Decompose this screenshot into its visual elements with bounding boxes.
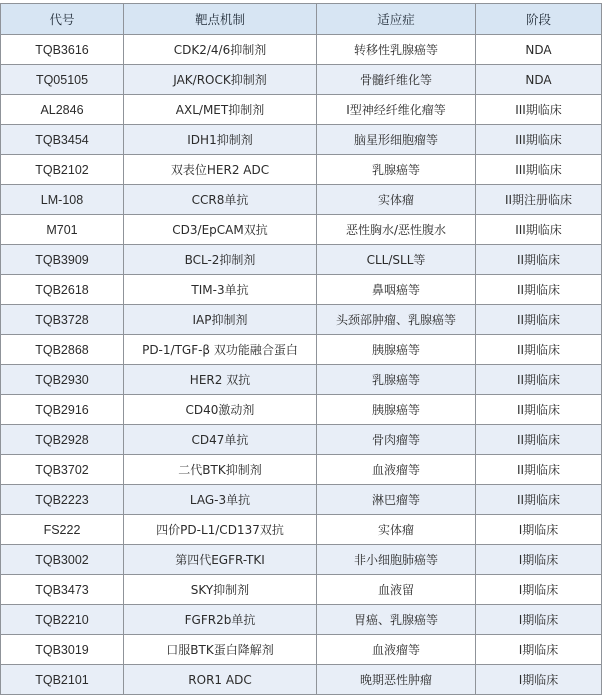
drug-pipeline-table <box>0 3 602 695</box>
cell-stage: I期临床 <box>476 545 602 575</box>
cell-code: TQB3909 <box>1 245 124 275</box>
cell-indication: 鼻咽癌等 <box>317 275 476 305</box>
cell-stage: II期临床 <box>476 365 602 395</box>
cell-stage: II期临床 <box>476 335 602 365</box>
cell-indication: 骨肉瘤等 <box>317 425 476 455</box>
cell-stage: I期临床 <box>476 635 602 665</box>
table-row <box>1 335 602 365</box>
cell-stage: II期临床 <box>476 305 602 335</box>
cell-target-mechanism: IDH1抑制剂 <box>124 125 317 155</box>
cell-target-mechanism: CCR8单抗 <box>124 185 317 215</box>
cell-target-mechanism: 二代BTK抑制剂 <box>124 455 317 485</box>
table-row <box>1 185 602 215</box>
header-row <box>1 4 602 35</box>
cell-target-mechanism: CD3/EpCAM双抗 <box>124 215 317 245</box>
cell-stage: NDA <box>476 35 602 65</box>
cell-target-mechanism: BCL-2抑制剂 <box>124 245 317 275</box>
header-stage: 阶段 <box>476 4 602 35</box>
cell-indication: CLL/SLL等 <box>317 245 476 275</box>
cell-code: TQB2223 <box>1 485 124 515</box>
cell-indication: 乳腺癌等 <box>317 365 476 395</box>
cell-indication: 晚期恶性肿瘤 <box>317 665 476 695</box>
cell-target-mechanism: LAG-3单抗 <box>124 485 317 515</box>
cell-indication: I型神经纤维化瘤等 <box>317 95 476 125</box>
cell-code: TQB2928 <box>1 425 124 455</box>
cell-indication: 转移性乳腺癌等 <box>317 35 476 65</box>
cell-code: FS222 <box>1 515 124 545</box>
cell-target-mechanism: AXL/MET抑制剂 <box>124 95 317 125</box>
cell-indication: 头颈部肿瘤、乳腺癌等 <box>317 305 476 335</box>
table-row <box>1 575 602 605</box>
table-row <box>1 95 602 125</box>
cell-target-mechanism: SKY抑制剂 <box>124 575 317 605</box>
cell-target-mechanism: PD-1/TGF-β 双功能融合蛋白 <box>124 335 317 365</box>
cell-stage: NDA <box>476 65 602 95</box>
table-row <box>1 155 602 185</box>
cell-stage: I期临床 <box>476 665 602 695</box>
cell-code: TQB2210 <box>1 605 124 635</box>
cell-target-mechanism: 口服BTK蛋白降解剂 <box>124 635 317 665</box>
table-body <box>1 35 602 695</box>
header-indication: 适应症 <box>317 4 476 35</box>
table-row <box>1 515 602 545</box>
cell-indication: 血液瘤等 <box>317 635 476 665</box>
cell-target-mechanism: 第四代EGFR-TKI <box>124 545 317 575</box>
cell-stage: II期临床 <box>476 245 602 275</box>
cell-code: LM-108 <box>1 185 124 215</box>
cell-target-mechanism: CDK2/4/6抑制剂 <box>124 35 317 65</box>
cell-indication: 实体瘤 <box>317 515 476 545</box>
cell-code: M701 <box>1 215 124 245</box>
table-row <box>1 305 602 335</box>
cell-target-mechanism: HER2 双抗 <box>124 365 317 395</box>
cell-code: AL2846 <box>1 95 124 125</box>
table-row <box>1 485 602 515</box>
cell-stage: II期临床 <box>476 485 602 515</box>
cell-indication: 胃癌、乳腺癌等 <box>317 605 476 635</box>
cell-target-mechanism: 四价PD-L1/CD137双抗 <box>124 515 317 545</box>
table-row <box>1 635 602 665</box>
cell-code: TQB2102 <box>1 155 124 185</box>
cell-code: TQB2618 <box>1 275 124 305</box>
cell-indication: 实体瘤 <box>317 185 476 215</box>
cell-code: TQB3616 <box>1 35 124 65</box>
cell-stage: II期临床 <box>476 275 602 305</box>
cell-target-mechanism: JAK/ROCK抑制剂 <box>124 65 317 95</box>
table-row <box>1 605 602 635</box>
table-row <box>1 35 602 65</box>
cell-stage: III期临床 <box>476 125 602 155</box>
cell-code: TQB2916 <box>1 395 124 425</box>
cell-code: TQB2101 <box>1 665 124 695</box>
cell-stage: III期临床 <box>476 155 602 185</box>
cell-indication: 恶性胸水/恶性腹水 <box>317 215 476 245</box>
table-row <box>1 425 602 455</box>
cell-code: TQB3473 <box>1 575 124 605</box>
table-row <box>1 545 602 575</box>
cell-code: TQB3454 <box>1 125 124 155</box>
cell-stage: I期临床 <box>476 575 602 605</box>
header-code: 代号 <box>1 4 124 35</box>
table-row <box>1 665 602 695</box>
table-header <box>1 4 602 35</box>
table-row <box>1 125 602 155</box>
cell-stage: II期临床 <box>476 425 602 455</box>
cell-target-mechanism: CD40激动剂 <box>124 395 317 425</box>
cell-indication: 血液瘤等 <box>317 455 476 485</box>
cell-code: TQ05105 <box>1 65 124 95</box>
cell-target-mechanism: IAP抑制剂 <box>124 305 317 335</box>
cell-code: TQB3002 <box>1 545 124 575</box>
cell-indication: 淋巴瘤等 <box>317 485 476 515</box>
cell-stage: I期临床 <box>476 515 602 545</box>
cell-indication: 血液留 <box>317 575 476 605</box>
cell-stage: II期临床 <box>476 455 602 485</box>
cell-indication: 脑星形细胞瘤等 <box>317 125 476 155</box>
cell-code: TQB3702 <box>1 455 124 485</box>
table-row <box>1 275 602 305</box>
cell-stage: I期临床 <box>476 605 602 635</box>
cell-stage: III期临床 <box>476 95 602 125</box>
table-row <box>1 245 602 275</box>
cell-indication: 胰腺癌等 <box>317 395 476 425</box>
cell-target-mechanism: FGFR2b单抗 <box>124 605 317 635</box>
cell-indication: 非小细胞肺癌等 <box>317 545 476 575</box>
cell-indication: 乳腺癌等 <box>317 155 476 185</box>
cell-target-mechanism: 双表位HER2 ADC <box>124 155 317 185</box>
header-target-mechanism: 靶点机制 <box>124 4 317 35</box>
table-row <box>1 395 602 425</box>
cell-stage: II期注册临床 <box>476 185 602 215</box>
table-row <box>1 365 602 395</box>
table-row <box>1 65 602 95</box>
cell-target-mechanism: ROR1 ADC <box>124 665 317 695</box>
cell-code: TQB2930 <box>1 365 124 395</box>
table-row <box>1 215 602 245</box>
cell-code: TQB3019 <box>1 635 124 665</box>
cell-target-mechanism: CD47单抗 <box>124 425 317 455</box>
cell-indication: 骨髓纤维化等 <box>317 65 476 95</box>
table-row <box>1 455 602 485</box>
cell-code: TQB2868 <box>1 335 124 365</box>
cell-indication: 胰腺癌等 <box>317 335 476 365</box>
cell-stage: III期临床 <box>476 215 602 245</box>
cell-target-mechanism: TIM-3单抗 <box>124 275 317 305</box>
cell-code: TQB3728 <box>1 305 124 335</box>
cell-stage: II期临床 <box>476 395 602 425</box>
